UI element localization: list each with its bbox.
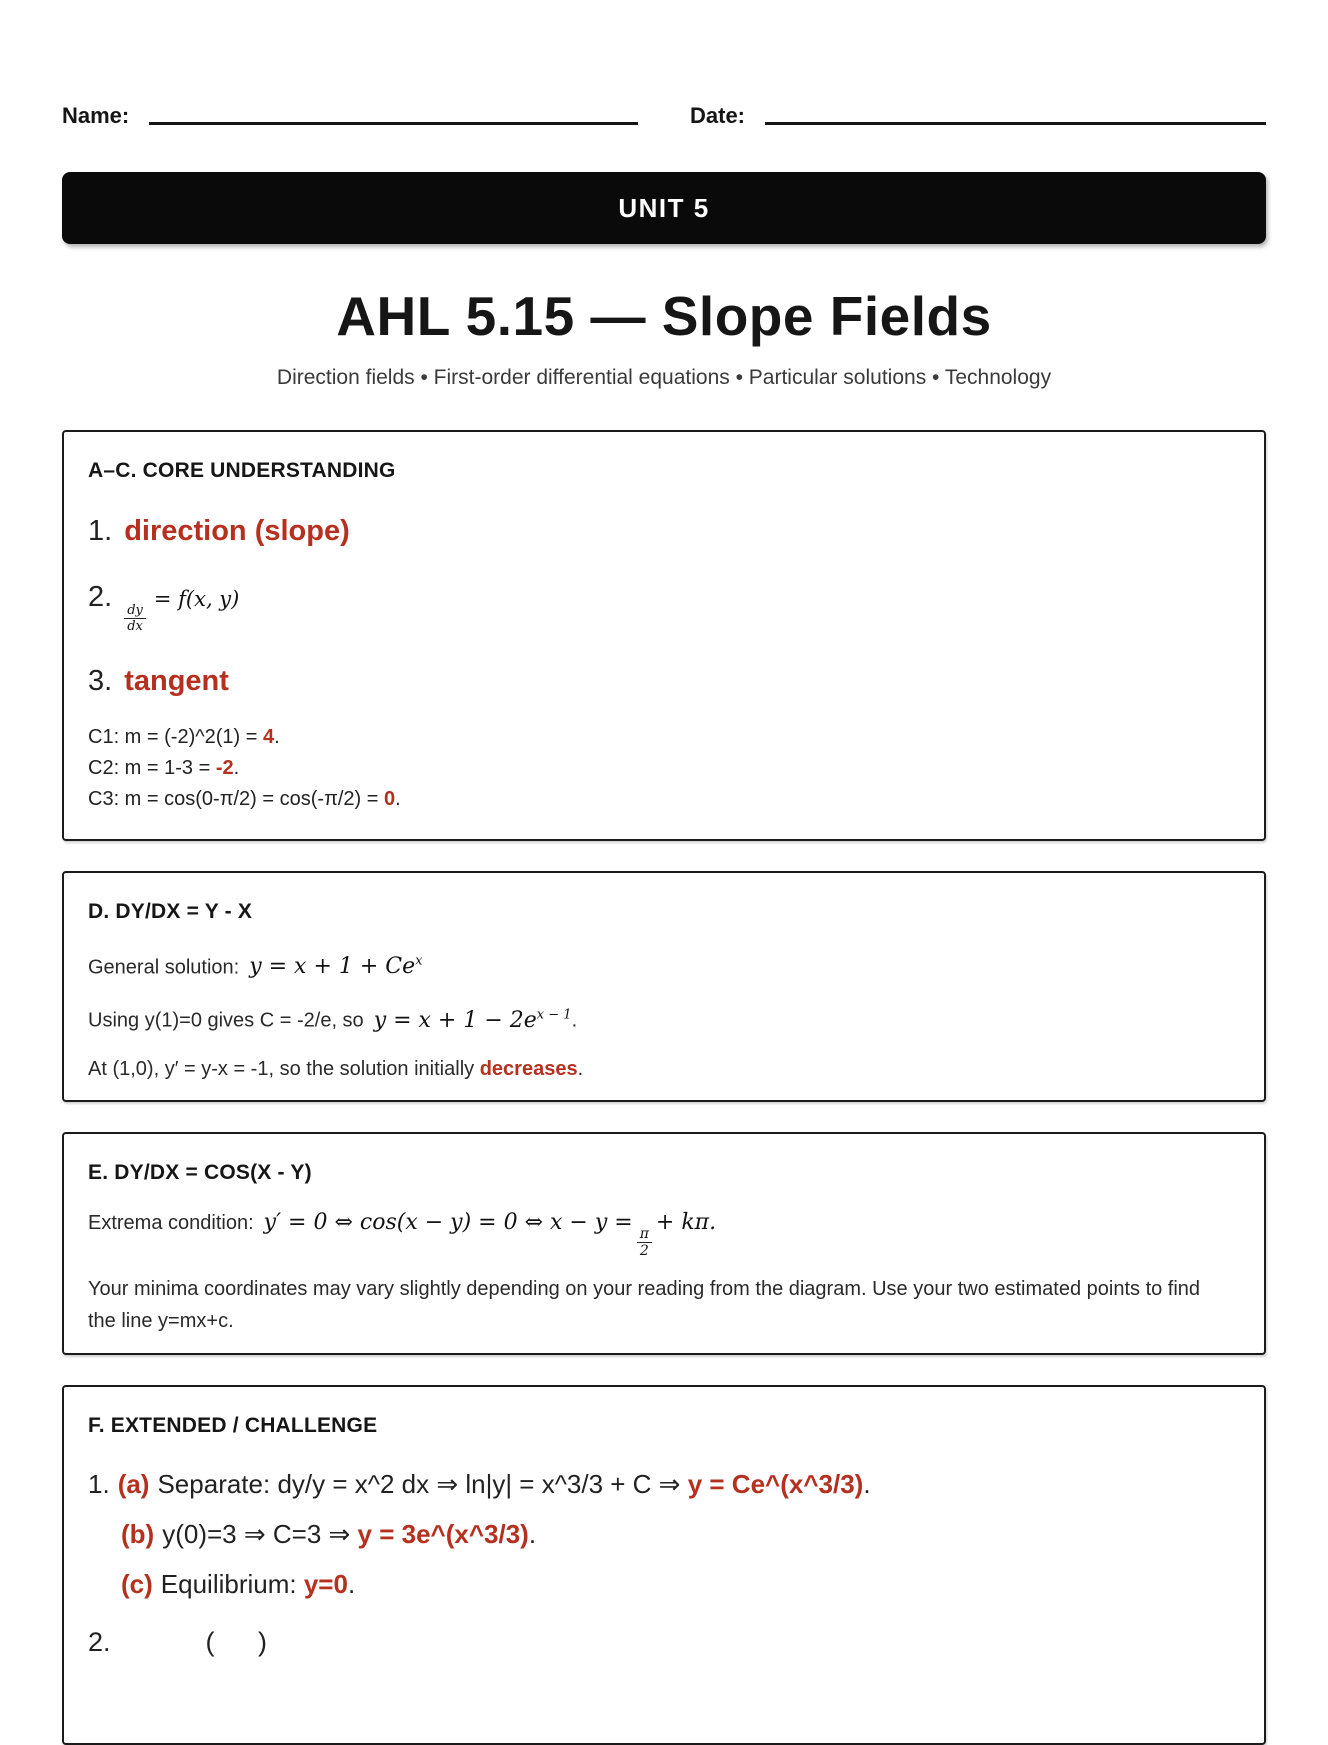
c1-result: 4 <box>262 726 275 748</box>
name-underline[interactable] <box>149 121 638 125</box>
f-item-a-answer: y = Ce^(x^3/3) <box>687 1468 864 1499</box>
fraction-numerator: dy <box>127 603 143 618</box>
section-core-title: A–C. CORE UNDERSTANDING <box>88 459 396 482</box>
f-item-2-number: 2. <box>88 1626 111 1657</box>
e-extrema-line <box>88 1208 1240 1259</box>
particular-solution-math <box>374 1008 572 1033</box>
general-solution-expr: y = x + 1 + Ce <box>249 954 416 980</box>
behavior-answer: decreases <box>479 1057 578 1080</box>
section-f-title: F. EXTENDED / CHALLENGE <box>88 1413 378 1437</box>
f-item-a-period: . <box>863 1468 871 1499</box>
item-3-number: 3. <box>88 665 113 697</box>
particular-solution-prefix: Using y(1)=0 gives C = -2/e, so <box>88 1009 364 1032</box>
c3-period: . <box>395 788 401 810</box>
date-underline[interactable] <box>765 121 1266 125</box>
c3-expression: C3: m = cos(0-π/2) = cos(-π/2) = <box>88 788 385 810</box>
f-item-a-text: Separate: dy/y = x^2 dx ⇒ ln|y| = x^3/3 + C ⇒ <box>157 1468 688 1499</box>
item-1-number: 1. <box>88 515 113 547</box>
behavior-prefix: At (1,0), y′ = y-x = -1, so the solution initially <box>88 1057 480 1080</box>
section-d-title: D. DY/DX = Y - X <box>88 900 253 923</box>
f-item-2-clipped-text: ( ) <box>205 1626 286 1657</box>
name-field <box>62 103 638 129</box>
f-item-2-clipped <box>88 1627 1240 1658</box>
item-2-rhs: = f(x, y) <box>153 587 240 611</box>
e-note-paragraph: Your minima coordinates may vary slightly depending on your reading from the diagram. Use your two estimated points to find the line y=mx+c. <box>88 1277 1201 1332</box>
fraction-denominator: dx <box>124 618 146 634</box>
particular-solution-period: . <box>571 1009 578 1032</box>
c1-period: . <box>274 726 280 748</box>
extrema-tail: + kπ. <box>655 1209 717 1235</box>
answer-item-2 <box>88 578 1240 634</box>
pi-numerator: π <box>639 1225 649 1242</box>
section-e-title: E. DY/DX = COS(X - Y) <box>88 1160 312 1184</box>
particular-solution-expr: y = x + 1 − 2e <box>373 1007 537 1033</box>
answer-line-c2 <box>88 753 1240 784</box>
date-label: Date: <box>690 103 746 128</box>
behavior-period: . <box>577 1057 584 1080</box>
worksheet-page <box>0 103 1328 1745</box>
two-denominator: 2 <box>637 1242 652 1259</box>
f-item-c-answer: y=0 <box>303 1568 348 1599</box>
section-e <box>62 1132 1266 1355</box>
c2-result: -2 <box>215 757 234 779</box>
general-solution-exponent: x <box>415 954 423 969</box>
f-item-c-text: Equilibrium: <box>160 1568 304 1599</box>
f-item-c-period: . <box>347 1568 356 1599</box>
f-item-b-answer: y = 3e^(x^3/3) <box>357 1518 529 1549</box>
answer-line-c1 <box>88 722 1240 753</box>
answer-item-1 <box>88 512 1240 550</box>
section-f <box>62 1385 1266 1745</box>
f-item-1b <box>121 1513 1240 1555</box>
f-item-b-label: (b) <box>121 1518 155 1549</box>
extrema-label: Extrema condition: <box>88 1211 254 1234</box>
f-item-a-label: (a) <box>117 1468 150 1499</box>
section-d <box>62 871 1266 1102</box>
f-item-1-number: 1. <box>88 1468 110 1499</box>
c2-expression: C2: m = 1-3 = <box>88 757 216 779</box>
c2-period: . <box>233 757 240 779</box>
general-solution-label: General solution: <box>88 956 240 979</box>
f-item-b-period: . <box>528 1518 537 1549</box>
extrema-expr: y′ = 0 ⇔ cos(x − y) = 0 ⇔ x − y = <box>263 1209 633 1235</box>
d-general-solution-line <box>88 947 1240 982</box>
pi-over-2-fraction <box>637 1227 652 1259</box>
f-item-1c <box>121 1563 1240 1605</box>
section-core-understanding <box>62 430 1266 841</box>
page-title: AHL 5.15 — Slope Fields <box>336 285 992 347</box>
unit-banner-label: UNIT 5 <box>618 192 710 223</box>
answer-item-3 <box>88 662 1240 700</box>
particular-solution-exponent: x − 1 <box>536 1007 572 1023</box>
item-1-answer: direction (slope) <box>124 515 350 547</box>
f-item-c-label: (c) <box>121 1568 153 1599</box>
f-item-b-text: y(0)=3 ⇒ C=3 ⇒ <box>162 1518 358 1549</box>
d-behavior-line <box>88 1054 1240 1084</box>
extrema-math <box>263 1209 717 1259</box>
name-label: Name: <box>62 103 130 128</box>
item-2-equation <box>124 587 240 634</box>
unit-banner <box>62 172 1266 244</box>
answer-line-c3 <box>88 784 1240 815</box>
name-date-row <box>62 103 1266 129</box>
worked-answers-c <box>88 722 1240 815</box>
dy-dx-fraction <box>124 604 146 634</box>
page-subtitle: Direction fields • First-order differential equations • Particular solutions • Technology <box>276 366 1052 389</box>
item-2-number: 2. <box>88 581 113 613</box>
item-3-answer: tangent <box>124 665 229 697</box>
date-field <box>690 103 1266 129</box>
general-solution-math <box>249 954 422 979</box>
c3-result: 0 <box>384 788 396 810</box>
c1-expression: C1: m = (-2)^2(1) = <box>88 726 263 748</box>
f-item-1a <box>88 1463 1240 1505</box>
d-particular-solution-line <box>88 1000 1240 1035</box>
